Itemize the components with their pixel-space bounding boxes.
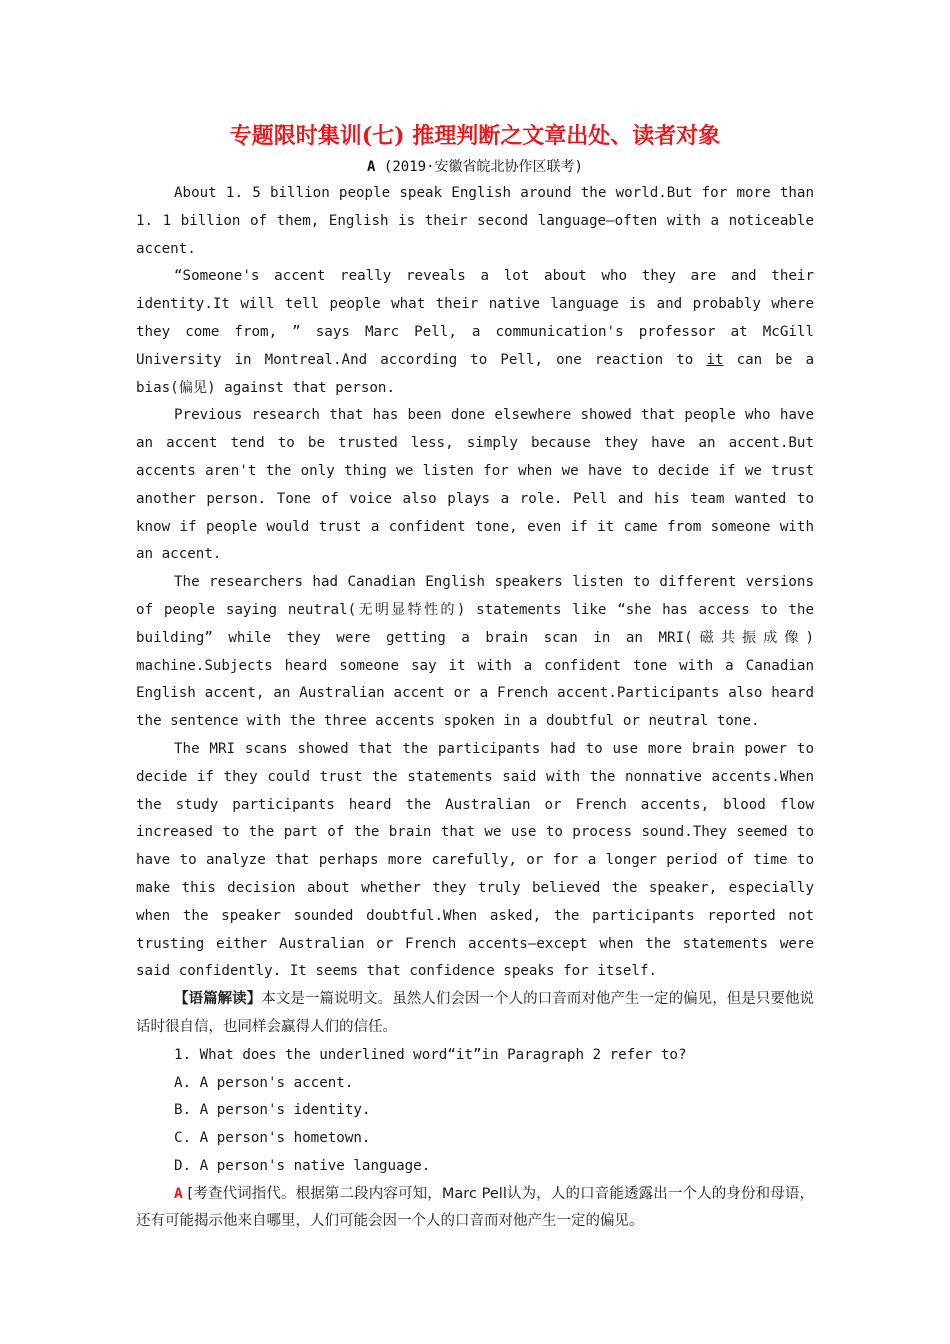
paragraph-2-end: can be a bias(偏见) against that person. [136, 351, 814, 396]
paragraph-2-start: “Someone's accent really reveals a lot about who they are and their identity.It will tell people what their native language is and probably where they come from, ” says Marc Pell, a communication's professor at McGill University in Montreal.And according to Pell, one reaction to [136, 268, 814, 368]
question-1-option-b: B. A person's identity. [174, 1102, 371, 1119]
question-1-option-d: D. A person's native language. [174, 1157, 431, 1174]
underlined-word: it [706, 351, 724, 368]
paragraph-3: Previous research that has been done elsewhere showed that people who have an accent tend to be trusted less, simply because they have an accent.But accents aren't the only thing we listen for when we have to decide if we trust another person. Tone of voice also plays a role. Pell and his team wanted to know if people would trust a confident tone, even if it came from someone with an accent. [136, 407, 814, 563]
paragraph-4: The researchers had Canadian English speakers listen to different versions of people saying neutral(无明显特性的) statements like “she has access to the building” while they were getting a brain scan in an MRI(磁共振成像) machine.Subjects heard someone say it with a confident tone with a Canadian English accent, an Australian accent or a French accent.Participants also heard the sentence with the three accents spoken in a doubtful or neutral tone. [136, 574, 814, 730]
question-1-answer [136, 1181, 814, 1237]
passage-body [136, 180, 814, 1236]
answer-explanation: [考查代词指代。根据第二段内容可知，Marc Pell认为，人的口音能透露出一个人的身份和母语，还有可能揭示他来自哪里，人们可能会因一个人的口音而对他产生一定的偏见。 [136, 1185, 815, 1230]
paragraph-1: About 1. 5 billion people speak English around the world.But for more than 1. 1 billion of them, English is their second language—often with a noticeable accent. [136, 185, 814, 257]
answer-key: A [174, 1185, 183, 1202]
analysis-text: 本文是一篇说明文。虽然人们会因一个人的口音而对他产生一定的偏见，但是只要他说话时很自信，也同样会赢得人们的信任。 [136, 991, 814, 1035]
paragraph-5: The MRI scans showed that the participants had to use more brain power to decide if they could trust the statements said with the nonnative accents.When the study participants heard the Australian or French accents, blood flow increased to the part of the brain that we use to process sound.They seemed to have to analyze that perhaps more carefully, or for a longer period of time to make this decision about whether they truly believed the speaker, especially when the speaker sounded doubtful.When asked, the participants reported not trusting either Australian or French accents—except when the statements were said confidently. It seems that confidence speaks for itself. [136, 740, 814, 980]
passage-tag: A [367, 159, 376, 175]
passage-analysis [136, 986, 814, 1042]
paragraph-2 [136, 263, 814, 402]
analysis-label: 【语篇解读】 [174, 991, 262, 1008]
passage-source [136, 157, 814, 177]
page-title: 专题限时集训(七) 推理判断之文章出处、读者对象 [229, 123, 721, 149]
question-1-option-a: A. A person's accent. [174, 1074, 354, 1091]
question-1-stem: 1. What does the underlined word“it”in Paragraph 2 refer to? [174, 1046, 687, 1063]
source-text: (2019·安徽省皖北协作区联考) [383, 159, 583, 175]
question-1-option-c: C. A person's hometown. [174, 1130, 371, 1147]
